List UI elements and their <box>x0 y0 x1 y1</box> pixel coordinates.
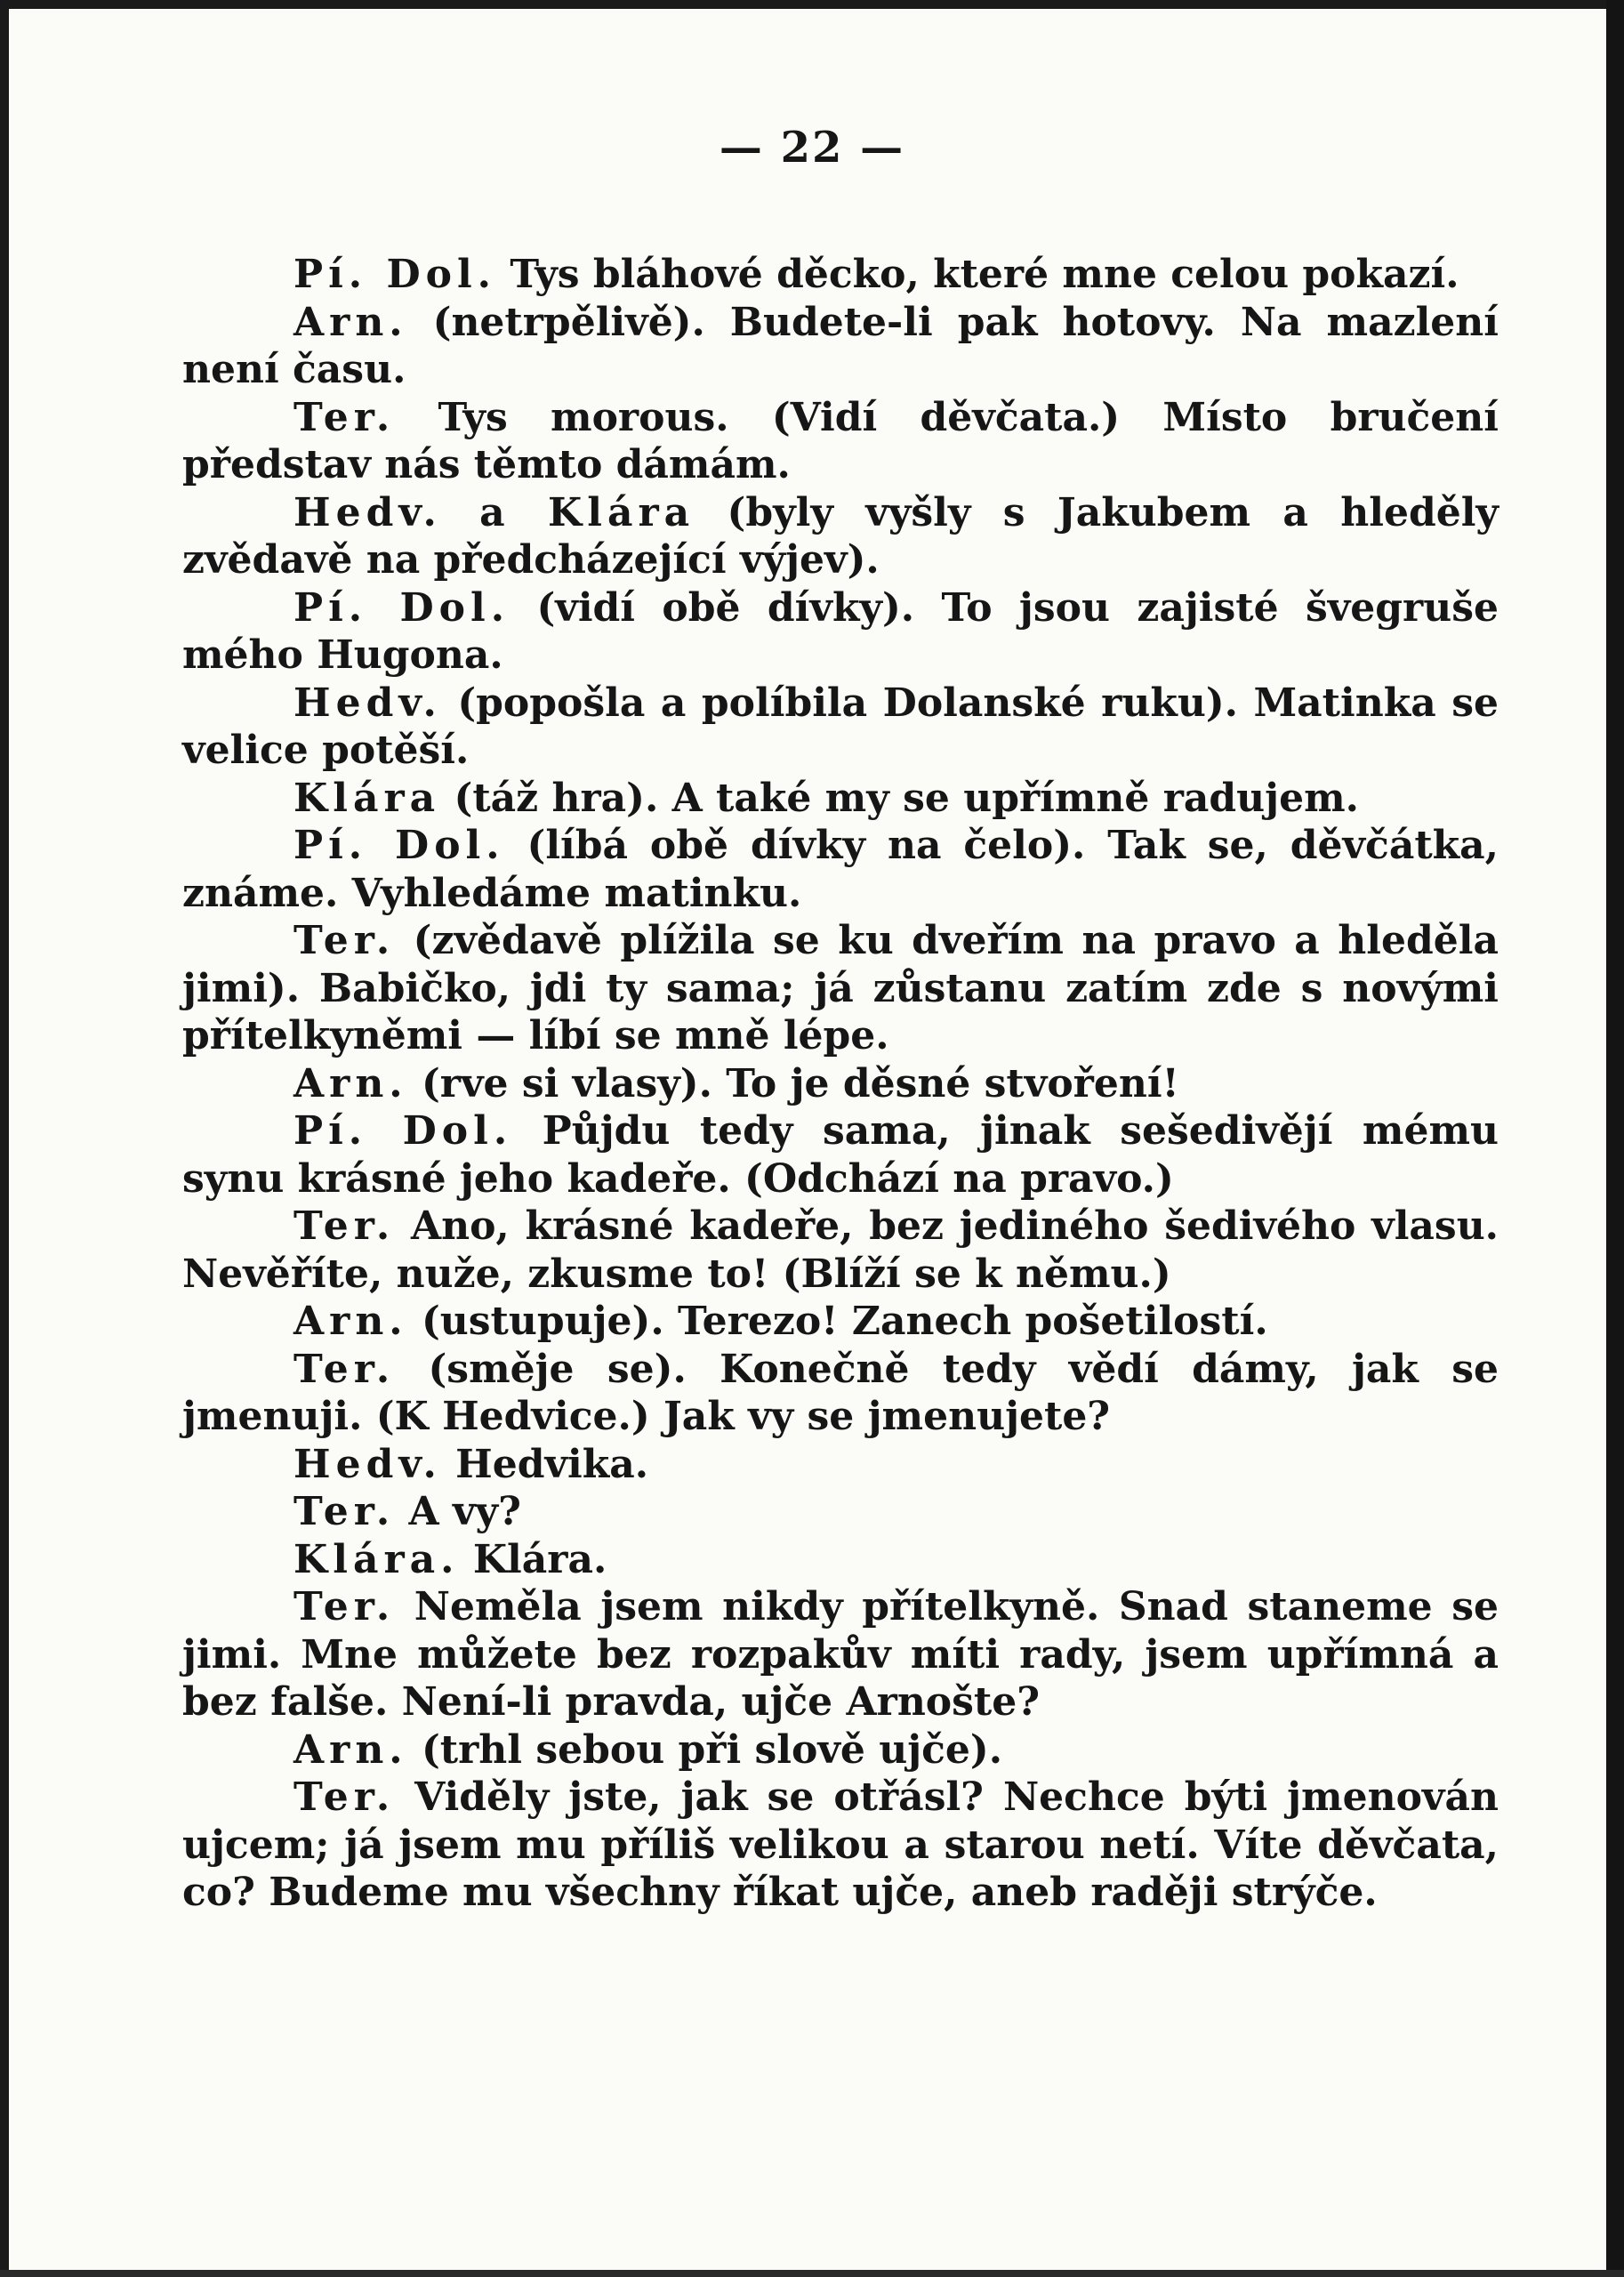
dialogue-text: (byly vyšly s Jakubem a hleděly zvědavě na předcházející výjev). <box>182 489 1499 583</box>
speaker-name: Hedv. a Klára <box>293 489 695 535</box>
speaker-name: Klára. <box>293 1536 460 1582</box>
dialogue-text: Viděly jste, jak se otřásl? Nechce býti jmenován ujcem; já jsem mu příliš velikou a starou netí. Víte děvčata, co? Budeme mu všechny říkat ujče, aneb raději strýče. <box>182 1774 1499 1915</box>
speaker-name: Pí. Dol. <box>293 584 511 631</box>
dialogue-text: (popošla a políbila Dolanské ruku). Matinka se velice potěší. <box>182 680 1499 773</box>
dialogue-line <box>182 1060 1499 1108</box>
dialogue-line <box>182 1774 1499 1917</box>
dialogue-line <box>182 1203 1499 1298</box>
speaker-name: Arn. <box>293 1726 408 1773</box>
dialogue-line <box>182 917 1499 1060</box>
dialogue-text: A vy? <box>408 1489 521 1534</box>
speaker-name: Ter. <box>293 1346 396 1392</box>
dialogue-text: (vidí obě dívky). To jsou zajisté švegruše mého Hugona. <box>182 584 1499 678</box>
speaker-name: Pí. Dol. <box>293 252 496 297</box>
dialogue-line <box>182 1107 1499 1203</box>
dialogue-line <box>182 299 1499 394</box>
dialogue-line <box>182 1726 1499 1774</box>
dialogue-text: (táž hra). A také my se upřímně radujem. <box>454 775 1359 821</box>
speaker-name: Hedv. <box>293 1441 442 1487</box>
dialogue-text: (ustupuje). Terezo! Zanech pošetilostí. <box>421 1299 1268 1344</box>
dialogue-text: Neměla jsem nikdy přítelkyně. Snad staneme se jimi. Mne můžete bez rozpakův míti rady, jsem upřímná a bez falše. Není-li pravda, ujče Arnošte? <box>182 1584 1499 1725</box>
dialogue-line <box>182 394 1499 489</box>
speaker-name: Arn. <box>293 1299 408 1344</box>
speaker-name: Pí. Dol. <box>293 823 505 868</box>
dialogue-line <box>182 1488 1499 1536</box>
dialogue-text: (líbá obě dívky na čelo). Tak se, děvčátka, známe. Vyhledáme matinku. <box>182 823 1499 916</box>
dialogue-text: Ano, krásné kadeře, bez jediného šedivého vlasu. Nevěříte, nuže, zkusme to! (Blíží se k němu.) <box>182 1203 1499 1297</box>
dialogue-line <box>182 775 1499 823</box>
speaker-name: Arn. <box>293 299 408 345</box>
dialogue-text: (trhl sebou při slově ujče). <box>421 1726 1003 1773</box>
dialogue-text: (rve si vlasy). To je děsné stvoření! <box>421 1060 1179 1106</box>
speaker-name: Ter. <box>293 1774 396 1820</box>
dialogue-text: (netrpělivě). Budete-li pak hotovy. Na mazlení není času. <box>182 299 1499 392</box>
page-number: — 22 — <box>719 123 905 173</box>
speaker-name: Arn. <box>293 1060 408 1106</box>
dialogue-text: (zvědavě plížila se ku dveřím na pravo a hleděla jimi). Babičko, jdi ty sama; já zůstanu zatím zde s novými přítelkyněmi — líbí se mně lépe. <box>182 918 1499 1058</box>
dialogue-line <box>182 584 1499 680</box>
dialogue-text: Půjdu tedy sama, jinak sešedivějí mému synu krásné jeho kadeře. (Odchází na pravo.) <box>182 1108 1499 1202</box>
dialogue-text: Tys morous. (Vidí děvčata.) Místo bručení představ nás těmto dámám. <box>182 394 1499 487</box>
dialogue-line <box>182 489 1499 584</box>
dialogue-line <box>182 822 1499 917</box>
scan-border-bottom <box>0 2270 1624 2277</box>
dialogue-text: Hedvika. <box>455 1441 649 1487</box>
speaker-name: Hedv. <box>293 680 442 726</box>
dialogue-line <box>182 1441 1499 1489</box>
speaker-name: Ter. <box>293 394 396 440</box>
dialogue-text: (směje se). Konečně tedy vědí dámy, jak se jmenuji. (K Hedvice.) Jak vy se jmenujete? <box>182 1346 1499 1439</box>
dialogue-line <box>182 1298 1499 1346</box>
dialogue-line <box>182 1536 1499 1584</box>
speaker-name: Ter. <box>293 1203 396 1249</box>
speaker-name: Ter. <box>293 1489 396 1534</box>
speaker-name: Ter. <box>293 918 396 963</box>
play-text <box>182 251 1499 1917</box>
dialogue-text: Klára. <box>472 1536 607 1582</box>
speaker-name: Ter. <box>293 1584 396 1629</box>
dialogue-line <box>182 1583 1499 1726</box>
scan-border-top <box>0 0 1624 9</box>
dialogue-text: Tys bláhové děcko, které mne celou pokazí. <box>510 252 1459 297</box>
scan-border-left <box>0 0 9 2277</box>
dialogue-line <box>182 251 1499 299</box>
dialogue-line <box>182 680 1499 775</box>
speaker-name: Klára <box>293 775 441 821</box>
scan-border-right <box>1606 0 1624 2277</box>
dialogue-line <box>182 1346 1499 1441</box>
speaker-name: Pí. Dol. <box>293 1108 513 1154</box>
